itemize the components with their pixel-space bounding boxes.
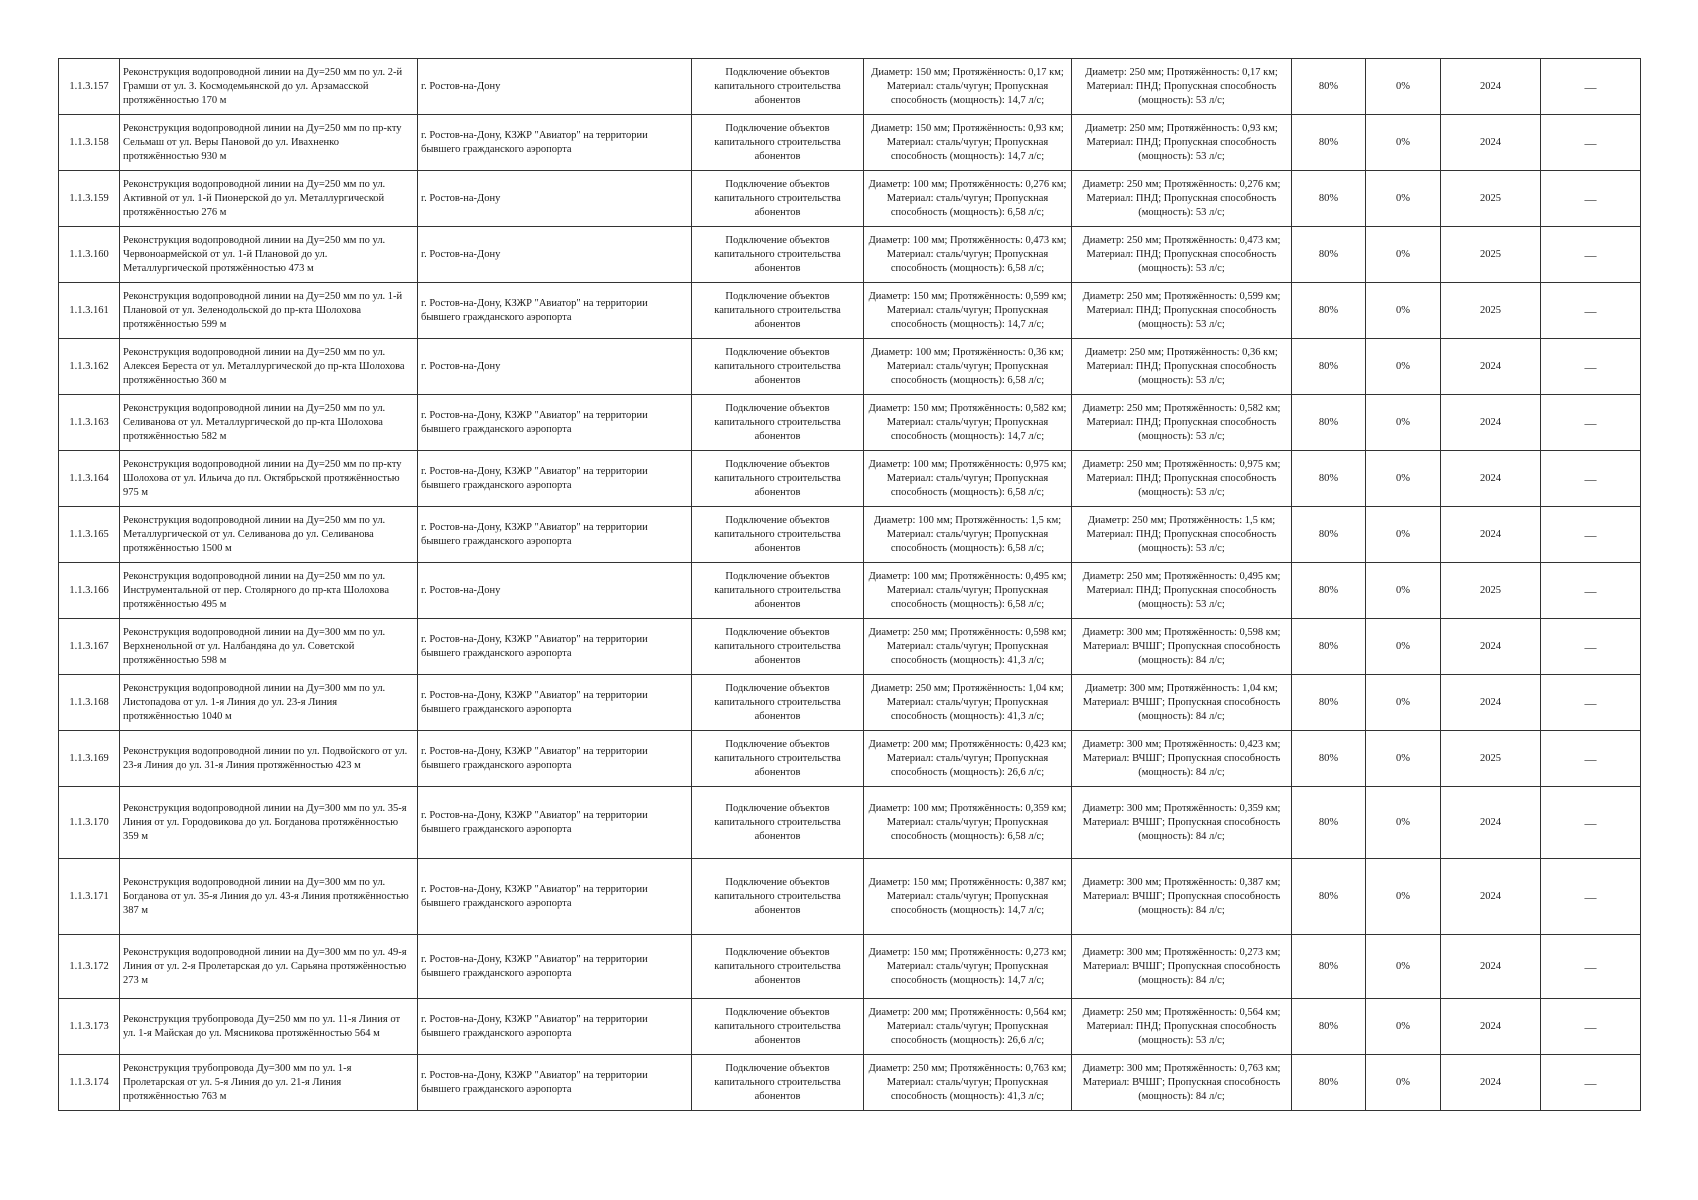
project-name: Реконструкция трубопровода Ду=300 мм по ул. 1-я Пролетарская от ул. 5-я Линия до ул. 21-я Линия протяжённостью 763 м — [120, 1055, 418, 1111]
completion-year: 2024 — [1441, 395, 1541, 451]
parameters-after: Диаметр: 250 мм; Протяжённость: 0,17 км; Материал: ПНД; Пропускная способность (мощность): 53 л/с; — [1072, 59, 1292, 115]
table-row — [59, 339, 1641, 395]
parameters-after: Диаметр: 300 мм; Протяжённость: 0,423 км; Материал: ВЧШГ; Пропускная способность (мощность): 84 л/с; — [1072, 731, 1292, 787]
project-name: Реконструкция водопроводной линии на Ду=250 мм по ул. Алексея Береста от ул. Металлургической до пр-кта Шолохова протяжённостью 360 м — [120, 339, 418, 395]
project-location: г. Ростов-на-Дону, КЗЖР "Авиатор" на территории бывшего гражданского аэропорта — [418, 283, 692, 339]
parameters-before: Диаметр: 250 мм; Протяжённость: 0,763 км; Материал: сталь/чугун; Пропускная способность (мощность): 41,3 л/с; — [864, 1055, 1072, 1111]
table-row — [59, 859, 1641, 935]
percent-2: 0% — [1366, 227, 1441, 283]
percent-2: 0% — [1366, 787, 1441, 859]
percent-1: 80% — [1292, 787, 1366, 859]
table-row — [59, 171, 1641, 227]
parameters-after: Диаметр: 300 мм; Протяжённость: 0,387 км; Материал: ВЧШГ; Пропускная способность (мощность): 84 л/с; — [1072, 859, 1292, 935]
parameters-before: Диаметр: 100 мм; Протяжённость: 0,473 км; Материал: сталь/чугун; Пропускная способность (мощность): 6,58 л/с; — [864, 227, 1072, 283]
percent-2: 0% — [1366, 59, 1441, 115]
project-purpose: Подключение объектов капитального строительства абонентов — [692, 619, 864, 675]
project-purpose: Подключение объектов капитального строительства абонентов — [692, 339, 864, 395]
empty-mark: — — [1541, 999, 1641, 1055]
parameters-before: Диаметр: 150 мм; Протяжённость: 0,599 км; Материал: сталь/чугун; Пропускная способность (мощность): 14,7 л/с; — [864, 283, 1072, 339]
row-number: 1.1.3.174 — [59, 1055, 120, 1111]
completion-year: 2024 — [1441, 787, 1541, 859]
row-number: 1.1.3.173 — [59, 999, 120, 1055]
percent-2: 0% — [1366, 395, 1441, 451]
parameters-before: Диаметр: 150 мм; Протяжённость: 0,273 км; Материал: сталь/чугун; Пропускная способность (мощность): 14,7 л/с; — [864, 935, 1072, 999]
parameters-before: Диаметр: 150 мм; Протяжённость: 0,93 км; Материал: сталь/чугун; Пропускная способность (мощность): 14,7 л/с; — [864, 115, 1072, 171]
project-location: г. Ростов-на-Дону — [418, 563, 692, 619]
parameters-after: Диаметр: 250 мм; Протяжённость: 0,36 км; Материал: ПНД; Пропускная способность (мощность): 53 л/с; — [1072, 339, 1292, 395]
completion-year: 2024 — [1441, 935, 1541, 999]
percent-1: 80% — [1292, 171, 1366, 227]
project-location: г. Ростов-на-Дону, КЗЖР "Авиатор" на территории бывшего гражданского аэропорта — [418, 619, 692, 675]
row-number: 1.1.3.164 — [59, 451, 120, 507]
row-number: 1.1.3.159 — [59, 171, 120, 227]
percent-1: 80% — [1292, 115, 1366, 171]
percent-1: 80% — [1292, 507, 1366, 563]
project-name: Реконструкция водопроводной линии на Ду=300 мм по ул. Верхненольной от ул. Налбандяна до ул. Советской протяжённостью 598 м — [120, 619, 418, 675]
empty-mark: — — [1541, 731, 1641, 787]
project-location: г. Ростов-на-Дону, КЗЖР "Авиатор" на территории бывшего гражданского аэропорта — [418, 507, 692, 563]
percent-2: 0% — [1366, 507, 1441, 563]
completion-year: 2024 — [1441, 999, 1541, 1055]
empty-mark: — — [1541, 1055, 1641, 1111]
empty-mark: — — [1541, 675, 1641, 731]
row-number: 1.1.3.168 — [59, 675, 120, 731]
project-name: Реконструкция водопроводной линии на Ду=250 мм по ул. 2-й Грамши от ул. З. Космодемьянской до ул. Арзамасской протяжённостью 170 м — [120, 59, 418, 115]
percent-1: 80% — [1292, 283, 1366, 339]
project-purpose: Подключение объектов капитального строительства абонентов — [692, 563, 864, 619]
completion-year: 2025 — [1441, 731, 1541, 787]
percent-2: 0% — [1366, 675, 1441, 731]
empty-mark: — — [1541, 619, 1641, 675]
parameters-after: Диаметр: 300 мм; Протяжённость: 0,273 км; Материал: ВЧШГ; Пропускная способность (мощность): 84 л/с; — [1072, 935, 1292, 999]
project-name: Реконструкция водопроводной линии на Ду=250 мм по ул. Селиванова от ул. Металлургической до пр-кта Шолохова протяжённостью 582 м — [120, 395, 418, 451]
parameters-before: Диаметр: 200 мм; Протяжённость: 0,423 км; Материал: сталь/чугун; Пропускная способность (мощность): 26,6 л/с; — [864, 731, 1072, 787]
parameters-after: Диаметр: 250 мм; Протяжённость: 0,975 км; Материал: ПНД; Пропускная способность (мощность): 53 л/с; — [1072, 451, 1292, 507]
percent-1: 80% — [1292, 563, 1366, 619]
completion-year: 2024 — [1441, 675, 1541, 731]
parameters-after: Диаметр: 300 мм; Протяжённость: 0,763 км; Материал: ВЧШГ; Пропускная способность (мощность): 84 л/с; — [1072, 1055, 1292, 1111]
percent-1: 80% — [1292, 1055, 1366, 1111]
parameters-after: Диаметр: 250 мм; Протяжённость: 0,582 км; Материал: ПНД; Пропускная способность (мощность): 53 л/с; — [1072, 395, 1292, 451]
parameters-before: Диаметр: 150 мм; Протяжённость: 0,17 км; Материал: сталь/чугун; Пропускная способность (мощность): 14,7 л/с; — [864, 59, 1072, 115]
project-location: г. Ростов-на-Дону — [418, 171, 692, 227]
project-location: г. Ростов-на-Дону, КЗЖР "Авиатор" на территории бывшего гражданского аэропорта — [418, 675, 692, 731]
table-row — [59, 59, 1641, 115]
row-number: 1.1.3.169 — [59, 731, 120, 787]
row-number: 1.1.3.171 — [59, 859, 120, 935]
project-purpose: Подключение объектов капитального строительства абонентов — [692, 731, 864, 787]
percent-1: 80% — [1292, 59, 1366, 115]
project-purpose: Подключение объектов капитального строительства абонентов — [692, 451, 864, 507]
percent-2: 0% — [1366, 859, 1441, 935]
percent-2: 0% — [1366, 935, 1441, 999]
project-location: г. Ростов-на-Дону, КЗЖР "Авиатор" на территории бывшего гражданского аэропорта — [418, 115, 692, 171]
completion-year: 2024 — [1441, 1055, 1541, 1111]
percent-2: 0% — [1366, 619, 1441, 675]
row-number: 1.1.3.162 — [59, 339, 120, 395]
table-row — [59, 731, 1641, 787]
project-location: г. Ростов-на-Дону — [418, 227, 692, 283]
project-name: Реконструкция водопроводной линии на Ду=300 мм по ул. Листопадова от ул. 1-я Линия до ул. 23-я Линия протяжённостью 1040 м — [120, 675, 418, 731]
parameters-after: Диаметр: 250 мм; Протяжённость: 0,564 км; Материал: ПНД; Пропускная способность (мощность): 53 л/с; — [1072, 999, 1292, 1055]
investment-program-table — [58, 58, 1641, 1111]
percent-2: 0% — [1366, 1055, 1441, 1111]
table-row — [59, 115, 1641, 171]
percent-1: 80% — [1292, 859, 1366, 935]
empty-mark: — — [1541, 935, 1641, 999]
project-purpose: Подключение объектов капитального строительства абонентов — [692, 395, 864, 451]
project-name: Реконструкция водопроводной линии на Ду=250 мм по пр-кту Сельмаш от ул. Веры Пановой до ул. Ивахненко протяжённостью 930 м — [120, 115, 418, 171]
percent-1: 80% — [1292, 227, 1366, 283]
project-name: Реконструкция водопроводной линии по ул. Подвойского от ул. 23-я Линия до ул. 31-я Линия протяжённостью 423 м — [120, 731, 418, 787]
project-purpose: Подключение объектов капитального строительства абонентов — [692, 115, 864, 171]
row-number: 1.1.3.161 — [59, 283, 120, 339]
completion-year: 2025 — [1441, 283, 1541, 339]
percent-1: 80% — [1292, 935, 1366, 999]
parameters-before: Диаметр: 250 мм; Протяжённость: 1,04 км; Материал: сталь/чугун; Пропускная способность (мощность): 41,3 л/с; — [864, 675, 1072, 731]
project-location: г. Ростов-на-Дону — [418, 339, 692, 395]
project-location: г. Ростов-на-Дону, КЗЖР "Авиатор" на территории бывшего гражданского аэропорта — [418, 999, 692, 1055]
empty-mark: — — [1541, 115, 1641, 171]
completion-year: 2024 — [1441, 507, 1541, 563]
completion-year: 2024 — [1441, 339, 1541, 395]
completion-year: 2024 — [1441, 59, 1541, 115]
project-location: г. Ростов-на-Дону, КЗЖР "Авиатор" на территории бывшего гражданского аэропорта — [418, 859, 692, 935]
table-row — [59, 675, 1641, 731]
percent-1: 80% — [1292, 999, 1366, 1055]
project-name: Реконструкция водопроводной линии на Ду=300 мм по ул. Богданова от ул. 35-я Линия до ул. 43-я Линия протяжённостью 387 м — [120, 859, 418, 935]
project-purpose: Подключение объектов капитального строительства абонентов — [692, 283, 864, 339]
project-purpose: Подключение объектов капитального строительства абонентов — [692, 227, 864, 283]
empty-mark: — — [1541, 59, 1641, 115]
table-row — [59, 395, 1641, 451]
completion-year: 2024 — [1441, 619, 1541, 675]
row-number: 1.1.3.170 — [59, 787, 120, 859]
table-row — [59, 999, 1641, 1055]
empty-mark: — — [1541, 171, 1641, 227]
project-location: г. Ростов-на-Дону, КЗЖР "Авиатор" на территории бывшего гражданского аэропорта — [418, 787, 692, 859]
table-row — [59, 1055, 1641, 1111]
empty-mark: — — [1541, 283, 1641, 339]
percent-2: 0% — [1366, 451, 1441, 507]
project-purpose: Подключение объектов капитального строительства абонентов — [692, 507, 864, 563]
parameters-before: Диаметр: 100 мм; Протяжённость: 0,495 км; Материал: сталь/чугун; Пропускная способность (мощность): 6,58 л/с; — [864, 563, 1072, 619]
project-purpose: Подключение объектов капитального строительства абонентов — [692, 787, 864, 859]
project-name: Реконструкция водопроводной линии на Ду=250 мм по ул. Металлургической от ул. Селиванова до ул. Селиванова протяжённостью 1500 м — [120, 507, 418, 563]
parameters-after: Диаметр: 300 мм; Протяжённость: 0,598 км; Материал: ВЧШГ; Пропускная способность (мощность): 84 л/с; — [1072, 619, 1292, 675]
empty-mark: — — [1541, 395, 1641, 451]
row-number: 1.1.3.158 — [59, 115, 120, 171]
completion-year: 2024 — [1441, 859, 1541, 935]
project-location: г. Ростов-на-Дону, КЗЖР "Авиатор" на территории бывшего гражданского аэропорта — [418, 395, 692, 451]
table-row — [59, 507, 1641, 563]
empty-mark: — — [1541, 563, 1641, 619]
project-purpose: Подключение объектов капитального строительства абонентов — [692, 999, 864, 1055]
project-location: г. Ростов-на-Дону, КЗЖР "Авиатор" на территории бывшего гражданского аэропорта — [418, 1055, 692, 1111]
table-row — [59, 227, 1641, 283]
empty-mark: — — [1541, 507, 1641, 563]
project-name: Реконструкция трубопровода Ду=250 мм по ул. 11-я Линия от ул. 1-я Майская до ул. Мясникова протяжённостью 564 м — [120, 999, 418, 1055]
project-name: Реконструкция водопроводной линии на Ду=250 мм по ул. Червоноармейской от ул. 1-й Плановой до ул. Металлургической протяжённостью 473 м — [120, 227, 418, 283]
empty-mark: — — [1541, 339, 1641, 395]
percent-2: 0% — [1366, 563, 1441, 619]
row-number: 1.1.3.160 — [59, 227, 120, 283]
completion-year: 2025 — [1441, 227, 1541, 283]
project-purpose: Подключение объектов капитального строительства абонентов — [692, 171, 864, 227]
parameters-before: Диаметр: 150 мм; Протяжённость: 0,387 км; Материал: сталь/чугун; Пропускная способность (мощность): 14,7 л/с; — [864, 859, 1072, 935]
project-name: Реконструкция водопроводной линии на Ду=250 мм по пр-кту Шолохова от ул. Ильича до пл. Октябрьской протяжённостью 975 м — [120, 451, 418, 507]
parameters-before: Диаметр: 100 мм; Протяжённость: 0,359 км; Материал: сталь/чугун; Пропускная способность (мощность): 6,58 л/с; — [864, 787, 1072, 859]
percent-2: 0% — [1366, 171, 1441, 227]
parameters-before: Диаметр: 250 мм; Протяжённость: 0,598 км; Материал: сталь/чугун; Пропускная способность (мощность): 41,3 л/с; — [864, 619, 1072, 675]
parameters-after: Диаметр: 250 мм; Протяжённость: 0,495 км; Материал: ПНД; Пропускная способность (мощность): 53 л/с; — [1072, 563, 1292, 619]
percent-1: 80% — [1292, 619, 1366, 675]
parameters-after: Диаметр: 250 мм; Протяжённость: 0,93 км; Материал: ПНД; Пропускная способность (мощность): 53 л/с; — [1072, 115, 1292, 171]
project-name: Реконструкция водопроводной линии на Ду=250 мм по ул. 1-й Плановой от ул. Зеленодольской до пр-кта Шолохова протяжённостью 599 м — [120, 283, 418, 339]
row-number: 1.1.3.172 — [59, 935, 120, 999]
row-number: 1.1.3.157 — [59, 59, 120, 115]
table-row — [59, 451, 1641, 507]
parameters-before: Диаметр: 100 мм; Протяжённость: 1,5 км; Материал: сталь/чугун; Пропускная способность (мощность): 6,58 л/с; — [864, 507, 1072, 563]
project-name: Реконструкция водопроводной линии на Ду=300 мм по ул. 49-я Линия от ул. 2-я Пролетарская до ул. Сарьяна протяжённостью 273 м — [120, 935, 418, 999]
percent-2: 0% — [1366, 731, 1441, 787]
percent-2: 0% — [1366, 115, 1441, 171]
completion-year: 2024 — [1441, 451, 1541, 507]
completion-year: 2024 — [1441, 115, 1541, 171]
project-location: г. Ростов-на-Дону — [418, 59, 692, 115]
table-row — [59, 283, 1641, 339]
table-row — [59, 563, 1641, 619]
percent-1: 80% — [1292, 731, 1366, 787]
percent-1: 80% — [1292, 451, 1366, 507]
parameters-before: Диаметр: 100 мм; Протяжённость: 0,975 км; Материал: сталь/чугун; Пропускная способность (мощность): 6,58 л/с; — [864, 451, 1072, 507]
row-number: 1.1.3.165 — [59, 507, 120, 563]
parameters-after: Диаметр: 250 мм; Протяжённость: 0,599 км; Материал: ПНД; Пропускная способность (мощность): 53 л/с; — [1072, 283, 1292, 339]
project-name: Реконструкция водопроводной линии на Ду=250 мм по ул. Активной от ул. 1-й Пионерской до ул. Металлургической протяжённостью 276 м — [120, 171, 418, 227]
completion-year: 2025 — [1441, 563, 1541, 619]
project-purpose: Подключение объектов капитального строительства абонентов — [692, 59, 864, 115]
project-location: г. Ростов-на-Дону, КЗЖР "Авиатор" на территории бывшего гражданского аэропорта — [418, 731, 692, 787]
empty-mark: — — [1541, 859, 1641, 935]
project-name: Реконструкция водопроводной линии на Ду=300 мм по ул. 35-я Линия от ул. Городовикова до ул. Богданова протяжённостью 359 м — [120, 787, 418, 859]
parameters-after: Диаметр: 250 мм; Протяжённость: 1,5 км; Материал: ПНД; Пропускная способность (мощность): 53 л/с; — [1072, 507, 1292, 563]
parameters-after: Диаметр: 300 мм; Протяжённость: 1,04 км; Материал: ВЧШГ; Пропускная способность (мощность): 84 л/с; — [1072, 675, 1292, 731]
empty-mark: — — [1541, 787, 1641, 859]
parameters-after: Диаметр: 250 мм; Протяжённость: 0,276 км; Материал: ПНД; Пропускная способность (мощность): 53 л/с; — [1072, 171, 1292, 227]
row-number: 1.1.3.167 — [59, 619, 120, 675]
project-location: г. Ростов-на-Дону, КЗЖР "Авиатор" на территории бывшего гражданского аэропорта — [418, 935, 692, 999]
project-purpose: Подключение объектов капитального строительства абонентов — [692, 675, 864, 731]
table-row — [59, 787, 1641, 859]
parameters-after: Диаметр: 250 мм; Протяжённость: 0,473 км; Материал: ПНД; Пропускная способность (мощность): 53 л/с; — [1072, 227, 1292, 283]
empty-mark: — — [1541, 451, 1641, 507]
project-purpose: Подключение объектов капитального строительства абонентов — [692, 1055, 864, 1111]
row-number: 1.1.3.166 — [59, 563, 120, 619]
parameters-before: Диаметр: 100 мм; Протяжённость: 0,276 км; Материал: сталь/чугун; Пропускная способность (мощность): 6,58 л/с; — [864, 171, 1072, 227]
percent-1: 80% — [1292, 395, 1366, 451]
empty-mark: — — [1541, 227, 1641, 283]
percent-1: 80% — [1292, 339, 1366, 395]
table-row — [59, 619, 1641, 675]
percent-2: 0% — [1366, 999, 1441, 1055]
parameters-before: Диаметр: 100 мм; Протяжённость: 0,36 км; Материал: сталь/чугун; Пропускная способность (мощность): 6,58 л/с; — [864, 339, 1072, 395]
table-row — [59, 935, 1641, 999]
parameters-after: Диаметр: 300 мм; Протяжённость: 0,359 км; Материал: ВЧШГ; Пропускная способность (мощность): 84 л/с; — [1072, 787, 1292, 859]
completion-year: 2025 — [1441, 171, 1541, 227]
parameters-before: Диаметр: 150 мм; Протяжённость: 0,582 км; Материал: сталь/чугун; Пропускная способность (мощность): 14,7 л/с; — [864, 395, 1072, 451]
percent-1: 80% — [1292, 675, 1366, 731]
project-purpose: Подключение объектов капитального строительства абонентов — [692, 935, 864, 999]
project-name: Реконструкция водопроводной линии на Ду=250 мм по ул. Инструментальной от пер. Столярного до пр-кта Шолохова протяжённостью 495 м — [120, 563, 418, 619]
project-location: г. Ростов-на-Дону, КЗЖР "Авиатор" на территории бывшего гражданского аэропорта — [418, 451, 692, 507]
project-purpose: Подключение объектов капитального строительства абонентов — [692, 859, 864, 935]
row-number: 1.1.3.163 — [59, 395, 120, 451]
parameters-before: Диаметр: 200 мм; Протяжённость: 0,564 км; Материал: сталь/чугун; Пропускная способность (мощность): 26,6 л/с; — [864, 999, 1072, 1055]
percent-2: 0% — [1366, 283, 1441, 339]
table-body — [59, 59, 1641, 1111]
percent-2: 0% — [1366, 339, 1441, 395]
